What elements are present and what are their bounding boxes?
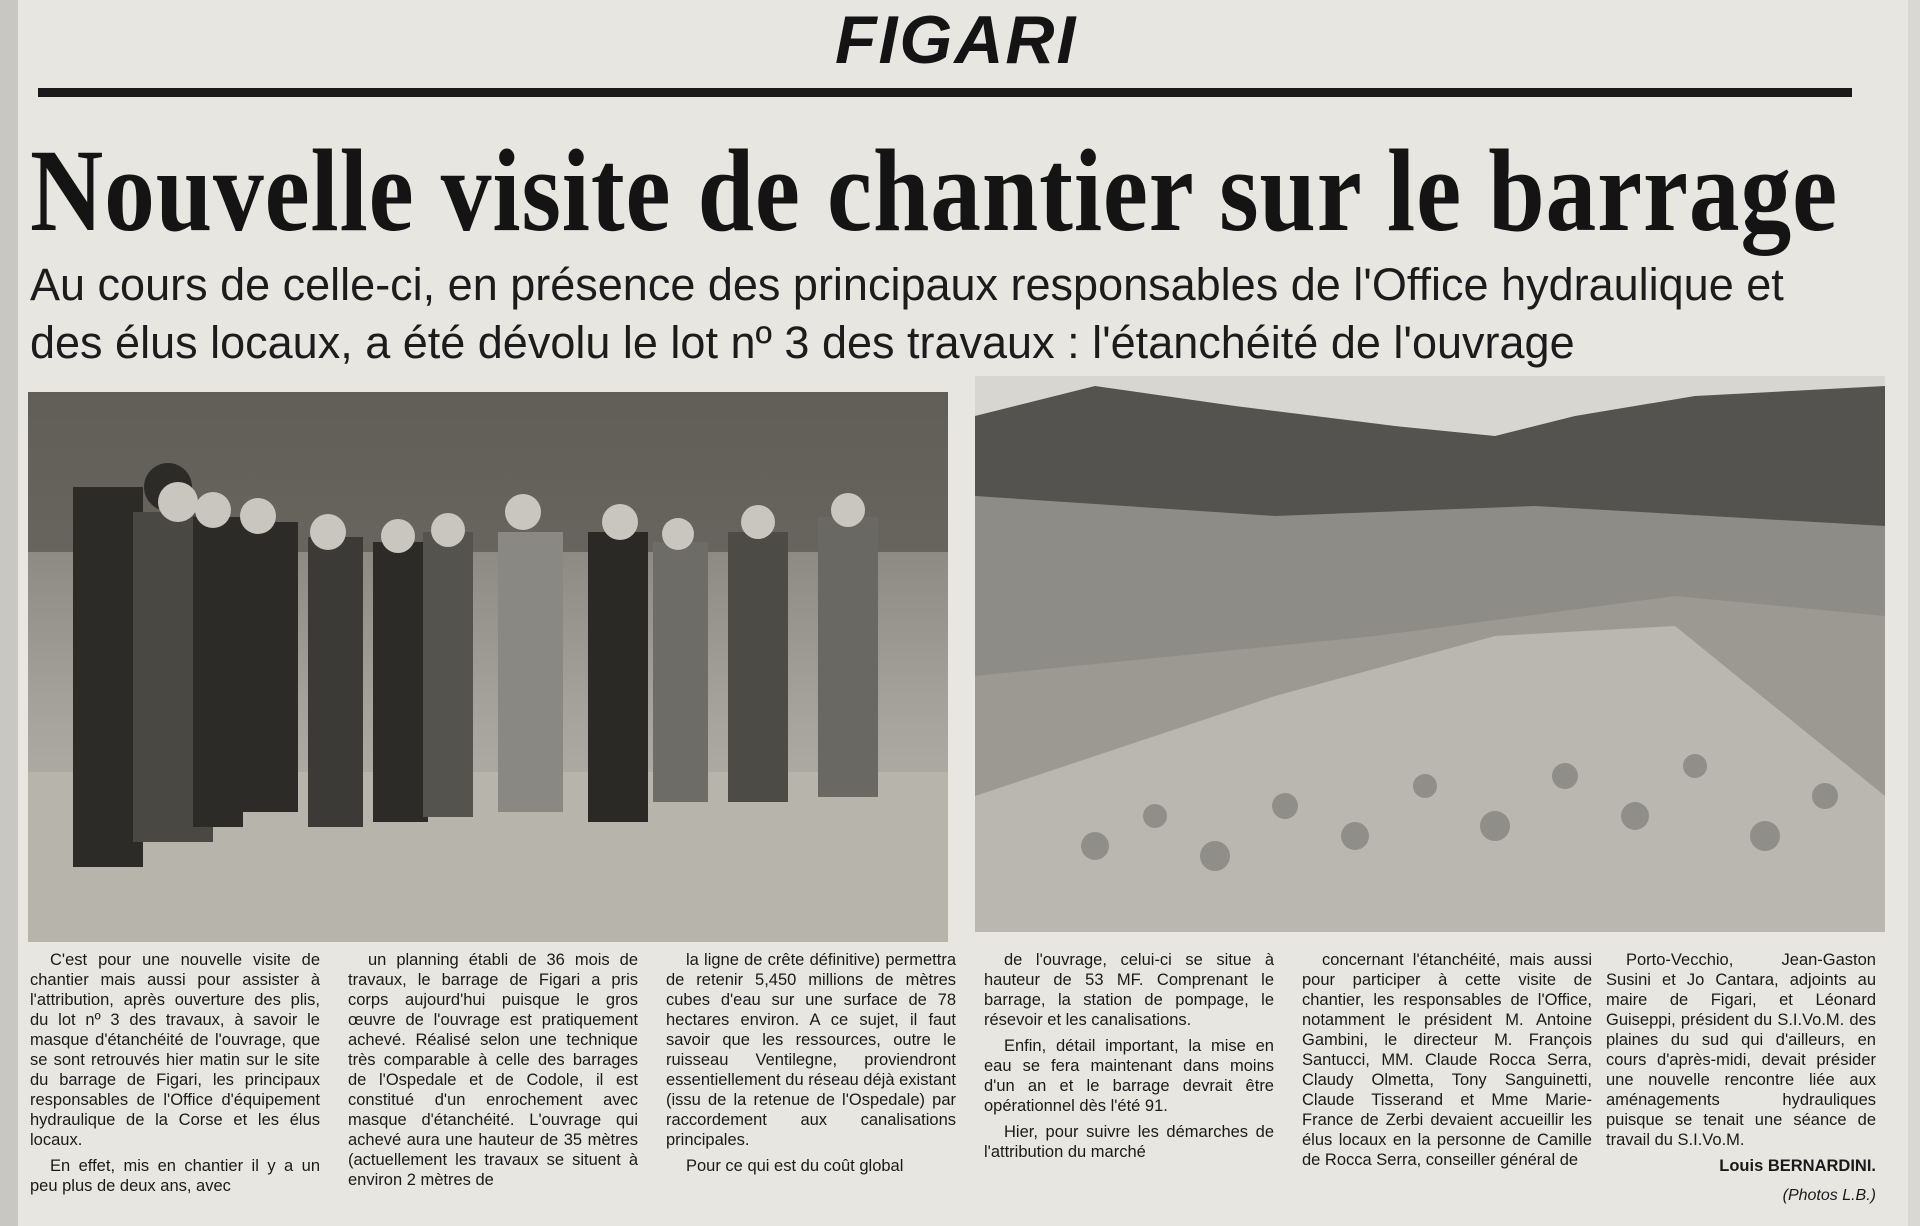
left-margin-strip [0,0,20,1226]
subheadline: Au cours de celle-ci, en présence des principaux responsables de l'Office hydraulique et des élus locaux, a été dévolu le lot nº 3 des travaux : l'étanchéité de l'ouvrage [30,259,1784,368]
photo-dam-drawing [975,376,1885,932]
photo-officials [28,392,948,942]
article-column-2 [348,950,638,1196]
article-column-6 [1606,950,1876,1206]
article-column-4 [984,950,1274,1168]
paragraph: un planning établi de 36 mois de travaux, le barrage de Figari a pris corps aujourd'hui puisque le gros œuvre de l'ouvrage est pratiquement achevé. Réalisé selon une technique très comparable à celle des barrages de l'Ospedale et de Codole, il est constitué d'un enrochement avec masque d'étanchéité. L'ouvrage qui achevé aura une hauteur de 35 mètres (actuellement les travaux se situent à environ 2 mètres de [348,951,638,1189]
paragraph: de l'ouvrage, celui-ci se situe à hauteur de 53 MF. Comprenant le barrage, la station de pompage, le résevoir et les canalisations. [984,951,1274,1029]
photo-credit: (Photos L.B.) [1782,1187,1876,1204]
article-column-5 [1302,950,1592,1176]
paragraph: Pour ce qui est du coût global [686,1157,904,1175]
paragraph: concernant l'étanchéité, mais aussi pour participer à cette visite de chantier, les responsables de l'Office, notamment le président M. Antoine Gambini, le directeur M. François Santucci, MM. Claude Rocca Serra, Claudy Olmetta, Tony Sanguinetti, Claude Tisserand et Mme Marie-France de Zerbi devaient accueillir les élus locaux en la personne de Camille de Rocca Serra, conseiller général de [1302,951,1592,1169]
header-rule [38,88,1852,97]
paragraph: la ligne de crête définitive) permettra de retenir 5,450 millions de mètres cubes d'eau sur une surface de 78 hectares environ. A ce sujet, il faut savoir que les ressources, outre le ruisseau Ventilegne, proviendront essentiellement du réseau déjà existant (issu de la retenue de l'Ospedale) par raccordement aux canalisations principales. [666,951,956,1149]
paragraph: Enfin, détail important, la mise en eau se fera maintenant dans moins d'un an et le barrage devrait être opérationnel dès l'été 91. [984,1037,1274,1115]
paragraph: C'est pour une nouvelle visite de chantier mais aussi pour assister à l'attribution, après ouverture des plis, du lot nº 3 des travaux, à savoir le masque d'étanchéité de l'ouvrage, que se sont retrouvés hier matin sur le site du barrage de Figari, les principaux responsables de l'Office d'équipement hydraulique de la Corse et les élus locaux. [30,951,320,1149]
article-column-3 [666,950,956,1182]
section-title: FIGARI [835,2,1078,78]
paragraph: En effet, mis en chantier il y a un peu plus de deux ans, avec [30,1157,320,1195]
article-body [30,950,1890,1220]
photo-dam [975,376,1885,932]
headline: Nouvelle visite de chantier sur le barrage [30,125,1839,256]
paragraph: Hier, pour suivre les démarches de l'attribution du marché [984,1123,1274,1161]
author-signature: Louis BERNARDINI. [1719,1157,1876,1175]
photo-officials-drawing [28,392,948,942]
paragraph: Porto-Vecchio, Jean-Gaston Susini et Jo Cantara, adjoints au maire de Figari, et Léonard Guiseppi, président du S.I.Vo.M. des plaines du sud qui d'ailleurs, en cours d'après-midi, devait présider une nouvelle rencontre liée aux aménagements hydrauliques puisque se tenait une séance de travail du S.I.Vo.M. [1606,951,1876,1149]
article-column-1 [30,950,320,1202]
